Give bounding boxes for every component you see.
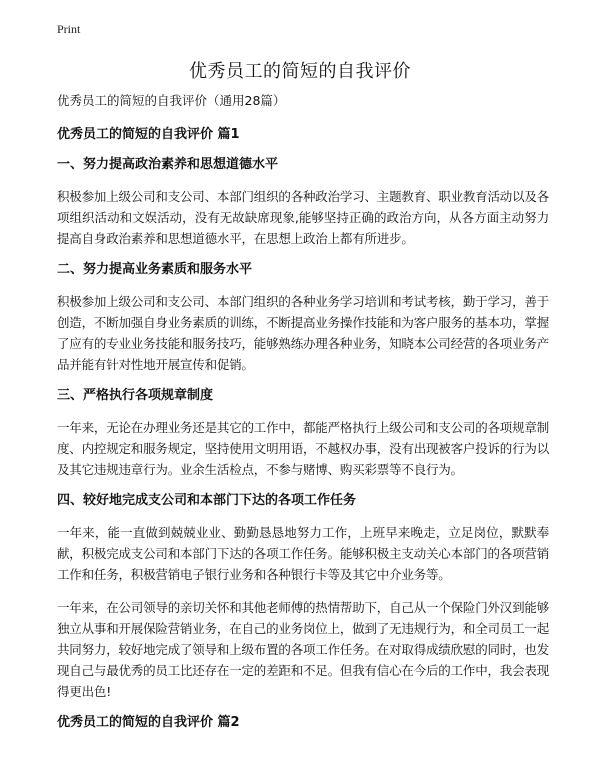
heading-4: 四、较好地完成支公司和本部门下达的各项工作任务 — [57, 493, 357, 508]
paragraph-5: 一年来，在公司领导的亲切关怀和其他老师傅的热情帮助下，自己从一个保险门外汉到能够独立从事和开展保险营销业务，在自己的业务岗位上，做到了无违规行为，和全司员工一起共同努力，较好地完成了领导和上级布置的各项工作任务。在对取得成绩欣慰的同时，也发现自己与最优秀的员工比还存在一定的差距和不足。但我有信心在今后的工作中，我会表现得更出色! — [57, 600, 550, 699]
document-body — [57, 92, 549, 744]
section-title-2: 优秀员工的简短的自我评价 篇2 — [57, 715, 240, 730]
heading-2: 二、努力提高业务素质和服务水平 — [57, 262, 253, 277]
document-subtitle: 优秀员工的简短的自我评价（通用28篇） — [57, 93, 286, 108]
paragraph-1: 积极参加上级公司和支公司、本部门组织的各种政治学习、主题教育、职业教育活动以及各项组织活动和文娱活动，没有无故缺席现象,能够坚持正确的政治方向，从各方面主动努力提高自身政治素养和思想道德水平，在思想上政治上都有所进步。 — [57, 189, 550, 246]
heading-3: 三、严格执行各项规章制度 — [57, 388, 214, 403]
paragraph-4: 一年来，能一直做到兢兢业业、勤勤恳恳地努力工作，上班早来晚走，立足岗位，默默奉献，积极完成支公司和本部门下达的各项工作任务。能够积极主支动关心本部门的各项营销工作和任务，积极营销电子银行业务和各种银行卡等及其它中介业务等。 — [57, 525, 550, 582]
paragraph-3: 一年来，无论在办理业务还是其它的工作中，都能严格执行上级公司和支公司的各项规章制度、内控规定和服务规定，坚持使用文明用语，不越权办事，没有出现被客户投诉的行为以及其它违规违章行为。业余生活检点，不参与赌博、购买彩票等不良行为。 — [57, 420, 550, 477]
document-title: 优秀员工的简短的自我评价 — [189, 61, 411, 82]
print-label: Print — [57, 22, 81, 36]
heading-1: 一、努力提高政治素养和思想道德水平 — [57, 157, 279, 172]
paragraph-2: 积极参加上级公司和支公司、本部门组织的各种业务学习培训和考试考核，勤于学习，善于创造，不断加强自身业务素质的训练，不断提高业务操作技能和为客户服务的基本功，掌握了应有的专业业务技能和服务技巧，能够熟练办理各种业务，知晓本公司经营的各项业务产品并能有针对性地开展宣传和促销。 — [57, 294, 550, 372]
section-title-1: 优秀员工的简短的自我评价 篇1 — [57, 127, 240, 142]
